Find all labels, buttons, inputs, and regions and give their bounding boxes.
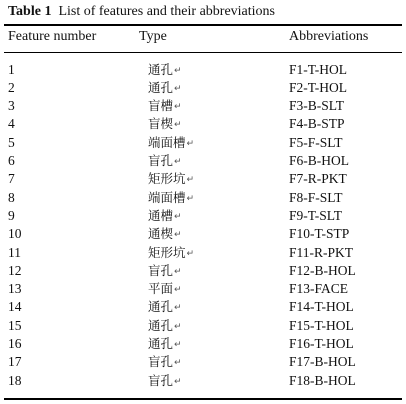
type-cell — [148, 244, 194, 263]
feature-number-cell: 10 — [8, 226, 22, 242]
type-text: 盲孔 — [148, 262, 174, 278]
type-text: 盲孔 — [148, 153, 174, 168]
table-caption — [8, 4, 275, 20]
abbreviation-cell: F5-F-SLT — [289, 134, 343, 150]
paragraph-return-icon: ↵ — [186, 138, 195, 149]
abbreviation-cell: F3-B-SLT — [289, 98, 345, 114]
type-cell — [148, 207, 182, 226]
feature-number-cell: 4 — [8, 116, 15, 132]
paragraph-return-icon: ↵ — [174, 340, 182, 350]
bottom-rule — [4, 398, 402, 400]
type-text: 通孔 — [148, 336, 174, 351]
type-text: 矩形坑 — [148, 171, 186, 187]
type-cell — [148, 280, 182, 299]
type-text: 通孔 — [148, 61, 174, 77]
type-cell — [148, 262, 182, 281]
feature-number-cell: 11 — [8, 244, 21, 260]
paragraph-return-icon: ↵ — [174, 83, 182, 94]
table-row — [0, 97, 406, 115]
feature-number-cell: 16 — [8, 336, 22, 351]
abbreviation-cell: F1-T-HOL — [289, 61, 348, 77]
header-abbreviations: Abbreviations — [289, 29, 369, 44]
type-text: 通孔 — [148, 317, 174, 333]
type-text: 端面槽 — [148, 189, 186, 205]
type-text: 通楔 — [148, 226, 174, 242]
table-label: Table 1 — [8, 4, 52, 19]
table-row — [0, 372, 406, 390]
type-cell — [148, 335, 182, 354]
type-text: 通槽 — [148, 207, 174, 223]
abbreviation-cell: F10-T-STP — [289, 226, 350, 242]
paragraph-return-icon: ↵ — [174, 211, 182, 222]
type-text: 盲孔 — [148, 354, 174, 370]
type-text: 盲槽 — [148, 98, 174, 114]
feature-number-cell: 7 — [8, 171, 15, 187]
header-feature-number: Feature number — [8, 29, 97, 44]
table-row — [0, 79, 406, 97]
feature-number-cell: 9 — [8, 207, 15, 223]
type-cell — [148, 298, 182, 317]
abbreviation-cell: F14-T-HOL — [289, 299, 354, 315]
table-row — [0, 61, 406, 79]
abbreviation-cell: F7-R-PKT — [289, 171, 347, 187]
abbreviation-cell: F8-F-SLT — [289, 189, 343, 205]
paragraph-return-icon: ↵ — [174, 285, 182, 296]
top-rule — [4, 24, 402, 26]
abbreviation-cell: F4-B-STP — [289, 116, 345, 132]
table-row — [0, 317, 406, 335]
table-row — [0, 262, 406, 280]
abbreviation-cell: F13-FACE — [289, 281, 349, 297]
abbreviation-cell: F2-T-HOL — [289, 79, 348, 95]
type-cell — [148, 225, 182, 244]
abbreviation-cell: F6-B-HOL — [289, 153, 349, 168]
feature-number-cell: 2 — [8, 79, 15, 95]
feature-number-cell: 8 — [8, 189, 15, 205]
feature-number-cell: 18 — [8, 372, 22, 388]
feature-number-cell: 17 — [8, 354, 22, 370]
type-cell — [148, 61, 182, 80]
paragraph-return-icon: ↵ — [174, 157, 182, 167]
type-text: 盲孔 — [148, 372, 174, 388]
type-cell — [148, 79, 182, 98]
header-rule — [4, 52, 402, 53]
type-text: 通孔 — [148, 79, 174, 95]
header-type: Type — [139, 29, 167, 44]
type-cell — [148, 372, 182, 391]
table-row — [0, 298, 406, 316]
paragraph-return-icon: ↵ — [174, 376, 182, 387]
type-cell — [148, 97, 182, 116]
type-cell — [148, 317, 182, 336]
table-row — [0, 207, 406, 225]
feature-number-cell: 15 — [8, 317, 22, 333]
table-row — [0, 244, 406, 262]
paragraph-return-icon: ↵ — [174, 266, 182, 277]
feature-number-cell: 6 — [8, 153, 15, 168]
table-row — [0, 189, 406, 207]
abbreviation-cell: F18-B-HOL — [289, 372, 356, 388]
type-cell — [148, 152, 182, 171]
abbreviation-cell: F16-T-HOL — [289, 336, 354, 351]
paragraph-return-icon: ↵ — [186, 175, 195, 186]
type-text: 端面槽 — [148, 134, 186, 150]
type-cell — [148, 189, 194, 208]
paragraph-return-icon: ↵ — [174, 65, 182, 76]
paragraph-return-icon: ↵ — [174, 102, 182, 113]
table-title: List of features and their abbreviations — [58, 4, 275, 19]
table-row — [0, 152, 406, 170]
feature-number-cell: 14 — [8, 299, 22, 315]
type-text: 矩形坑 — [148, 244, 186, 260]
abbreviation-cell: F17-B-HOL — [289, 354, 356, 370]
feature-number-cell: 5 — [8, 134, 15, 150]
paragraph-return-icon: ↵ — [174, 120, 182, 131]
table-row — [0, 353, 406, 371]
table-row — [0, 280, 406, 298]
table-row — [0, 115, 406, 133]
abbreviation-cell: F15-T-HOL — [289, 317, 354, 333]
type-cell — [148, 170, 194, 189]
type-cell — [148, 134, 194, 153]
feature-number-cell: 13 — [8, 281, 22, 297]
type-text: 平面 — [148, 281, 174, 297]
table-row — [0, 225, 406, 243]
paragraph-return-icon: ↵ — [186, 193, 195, 204]
paragraph-return-icon: ↵ — [174, 321, 182, 332]
table-row — [0, 134, 406, 152]
feature-number-cell: 3 — [8, 98, 15, 114]
type-text: 通孔 — [148, 299, 174, 315]
abbreviation-cell: F12-B-HOL — [289, 262, 356, 278]
feature-number-cell: 1 — [8, 61, 15, 77]
type-cell — [148, 115, 182, 134]
abbreviation-cell: F9-T-SLT — [289, 207, 343, 223]
paragraph-return-icon: ↵ — [186, 248, 195, 259]
table-row — [0, 170, 406, 188]
abbreviation-cell: F11-R-PKT — [289, 244, 354, 260]
paragraph-return-icon: ↵ — [174, 230, 182, 241]
type-cell — [148, 353, 182, 372]
type-text: 盲楔 — [148, 116, 174, 132]
paragraph-return-icon: ↵ — [174, 358, 182, 369]
paragraph-return-icon: ↵ — [174, 303, 182, 314]
table-row — [0, 335, 406, 353]
feature-number-cell: 12 — [8, 262, 22, 278]
